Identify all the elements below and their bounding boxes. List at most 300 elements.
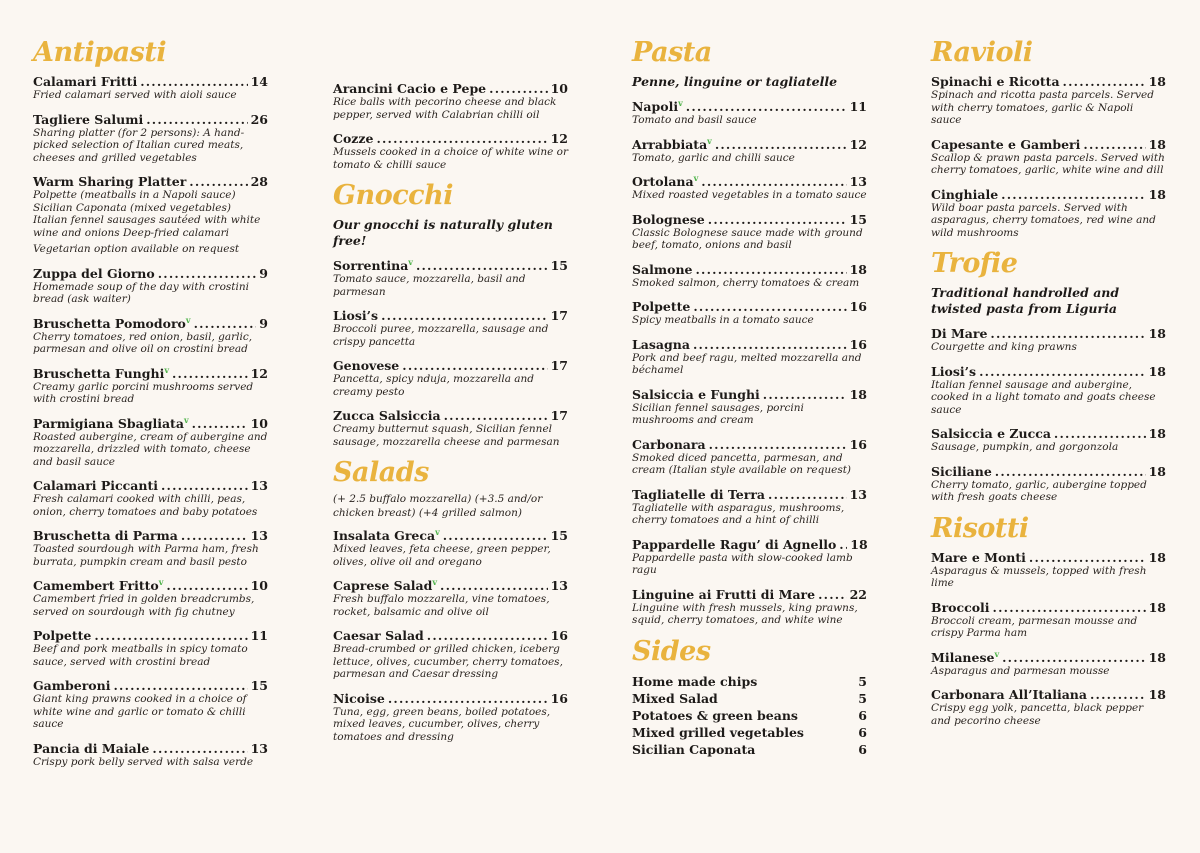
menu-item-name-text: Tagliatelle di Terra	[632, 486, 766, 502]
menu-item-description: Broccoli cream, parmesan mousse and crispy Parma ham	[931, 614, 1138, 639]
menu-item	[632, 137, 867, 165]
menu-item-name	[632, 537, 836, 552]
menu-item-line	[931, 364, 1166, 379]
vegetarian-icon: v	[435, 526, 440, 537]
menu-item-name-text: Genovese	[333, 358, 400, 373]
menu-item-description: Tomato sauce, mozzarella, basil and parmesan	[333, 273, 526, 298]
leader-dots	[166, 578, 247, 593]
menu-item-description: Wild boar pasta parcels. Served with asparagus, cherry tomatoes, red wine and wild mushrooms	[931, 201, 1156, 239]
menu-item-description: Smoked salmon, cherry tomatoes & cream	[632, 276, 860, 289]
menu-item-description: Fresh buffalo mozzarella, vine tomatoes, rocket, balsamic and olive oil	[333, 593, 550, 618]
menu-item	[33, 528, 268, 568]
menu-item-name-text: Liosi’s	[333, 308, 379, 323]
side-item	[632, 690, 867, 707]
leader-dots	[768, 487, 847, 502]
menu-item-price: 13	[849, 174, 867, 189]
menu-item-price: 16	[849, 336, 867, 352]
salads-note: (+ 2.5 buffalo mozzarella) (+3.5 and/or chicken breast) (+4 grilled salmon)	[333, 493, 543, 519]
menu-item-price: 18	[1148, 463, 1166, 479]
menu-item	[33, 478, 268, 518]
menu-item-name	[333, 81, 486, 96]
menu-item-price: 15	[550, 258, 568, 273]
menu-item-description: Pancetta, spicy nduja, mozzarella and creamy pesto	[333, 373, 535, 398]
menu-item-name	[33, 266, 155, 281]
leader-dots	[416, 258, 548, 273]
antipasti-continued-list	[333, 81, 568, 171]
leader-dots	[695, 262, 846, 277]
leader-dots	[701, 174, 846, 189]
menu-item-line	[33, 528, 268, 543]
menu-item-line	[931, 550, 1166, 565]
menu-item-name-text: Zuppa del Giorno	[33, 265, 155, 281]
menu-item-name-text: Liosi’s	[931, 363, 977, 379]
menu-item-line	[33, 366, 268, 381]
menu-item-price: 15	[250, 678, 268, 693]
menu-item-name-text: Siciliane	[931, 463, 992, 479]
menu-item-description: Sicilian fennel sausages, porcini mushrooms and cream	[632, 401, 804, 426]
menu-item-line	[333, 408, 568, 423]
menu-item-name-text: Polpette	[33, 628, 92, 643]
gnocchi-list	[333, 258, 568, 448]
pasta-title: Pasta	[632, 37, 712, 68]
vegetarian-icon: v	[707, 135, 712, 146]
vegetarian-icon: v	[994, 648, 1000, 659]
menu-item-line	[33, 478, 268, 493]
menu-item	[931, 650, 1166, 678]
menu-item-line	[33, 416, 268, 431]
menu-item-price: 10	[250, 578, 268, 593]
menu-item-name	[33, 74, 137, 89]
menu-item-description: Asparagus & mussels, topped with fresh lime	[931, 564, 1147, 589]
menu-item-line	[632, 262, 867, 277]
menu-item-line	[632, 137, 867, 152]
menu-item-name	[931, 464, 992, 479]
menu-item-name	[33, 174, 186, 189]
menu-item-price: 16	[550, 690, 568, 706]
menu-item-name	[632, 174, 698, 189]
menu-item-name	[333, 691, 385, 706]
menu-item-name	[632, 137, 712, 152]
menu-item-name-text: Capesante e Gamberi	[931, 136, 1081, 152]
menu-item-name	[33, 628, 91, 643]
menu-item-line	[333, 131, 568, 146]
leader-dots	[709, 437, 847, 452]
menu-item-description: Sharing platter (for 2 persons): A hand-picked selection of Italian cured meats, cheeses and grilled vegetables	[33, 126, 245, 164]
menu-item-description: Mussels cooked in a choice of white wine or tomato & chilli sauce	[333, 146, 568, 171]
menu-item-name-text: Pappardelle Ragu’ di Agnello	[632, 536, 837, 552]
menu-item-name	[931, 137, 1080, 152]
leader-dots	[693, 337, 847, 352]
menu-item	[333, 528, 568, 568]
menu-item-price: 16	[550, 628, 568, 643]
menu-item-price: 15	[849, 211, 867, 227]
leader-dots	[979, 364, 1146, 379]
menu-item-name	[333, 578, 437, 593]
menu-item-line	[632, 487, 867, 502]
menu-item	[632, 487, 867, 527]
menu-item-price: 11	[250, 628, 268, 643]
menu-item-line	[632, 299, 867, 314]
menu-item-description: Sausage, pumpkin, and gorgonzola	[931, 441, 1119, 453]
menu-item-name-text: Napoli	[632, 99, 679, 114]
menu-item	[333, 358, 568, 398]
menu-item-name	[931, 326, 987, 341]
menu-item	[333, 81, 568, 121]
menu-item-line	[632, 212, 867, 227]
menu-item	[931, 550, 1166, 590]
menu-item	[33, 316, 268, 356]
side-item-name: Mixed Salad	[632, 690, 718, 706]
column-1	[33, 38, 268, 778]
leader-dots	[1090, 687, 1146, 702]
menu-item-description: Crispy pork belly served with salsa verde	[33, 755, 254, 768]
leader-dots	[1001, 187, 1145, 202]
menu-item-description: Tomato and basil sauce	[632, 114, 757, 126]
menu-item-description: Tomato, garlic and chilli sauce	[632, 151, 795, 164]
leader-dots	[715, 137, 847, 152]
menu-item-line	[33, 74, 268, 89]
menu-item-price: 12	[849, 136, 867, 152]
menu-item-line	[33, 174, 268, 189]
column-3	[632, 38, 867, 758]
menu-item	[632, 299, 867, 327]
menu-item	[33, 174, 268, 256]
trofie-list	[931, 326, 1166, 504]
menu-item-price: 18	[1148, 136, 1166, 152]
menu-item-name	[931, 74, 1060, 89]
menu-item-price: 12	[250, 365, 268, 381]
menu-item-price: 18	[850, 536, 868, 552]
menu-item-description: Asparagus and parmesan mousse	[931, 664, 1110, 677]
menu-item-name	[333, 528, 440, 543]
vegetarian-icon: v	[408, 256, 413, 267]
menu-item-line	[33, 678, 268, 693]
ravioli-list	[931, 74, 1166, 239]
vegetarian-icon: v	[678, 97, 683, 108]
menu-item-name-text: Calamari Piccanti	[33, 478, 158, 493]
side-item-price: 5	[858, 690, 867, 706]
menu-item-price: 18	[1148, 363, 1166, 379]
menu-item-line	[632, 437, 867, 452]
menu-item-price: 22	[849, 586, 867, 602]
menu-item	[632, 537, 867, 577]
menu-item-name	[33, 366, 169, 381]
menu-item-name-text: Nicoise	[333, 690, 385, 706]
menu-item	[931, 187, 1166, 240]
leader-dots	[1054, 426, 1146, 441]
menu-item-name	[33, 678, 110, 693]
sides-title: Sides	[632, 635, 711, 667]
menu-item-price: 10	[550, 81, 568, 96]
menu-item-price: 28	[250, 174, 268, 189]
menu-item-price: 12	[550, 131, 568, 146]
menu-item-name	[33, 416, 189, 431]
leader-dots	[995, 464, 1146, 479]
side-item-price: 6	[858, 707, 867, 723]
menu-item	[931, 464, 1166, 504]
menu-item	[333, 258, 568, 298]
menu-item-description: Courgette and king prawns	[931, 341, 1077, 353]
menu-item-line	[931, 187, 1166, 202]
leader-dots	[1063, 74, 1146, 89]
leader-dots	[158, 266, 257, 281]
menu-item-price: 13	[849, 486, 867, 502]
menu-item-description: Bread-crumbed or grilled chicken, iceberg lettuce, olives, cucumber, cherry tomatoes, parmesan and Caesar dressing	[333, 643, 563, 680]
leader-dots	[194, 316, 257, 331]
menu-item-line	[333, 628, 568, 643]
menu-item-name	[931, 600, 990, 615]
menu-item-line	[333, 691, 568, 706]
leader-dots	[839, 537, 847, 552]
menu-item-name-text: Calamari Fritti	[33, 74, 138, 89]
menu-item-name-text: Insalata Greca	[333, 528, 436, 543]
trofie-subtitle: Traditional handrolled and twisted pasta from Liguria	[931, 285, 1120, 316]
menu-item-line	[931, 650, 1166, 665]
menu-item-description: Broccoli puree, mozzarella, sausage and crispy pancetta	[333, 323, 549, 348]
menu-item-name-text: Carbonara	[632, 436, 706, 452]
menu-item-line	[931, 464, 1166, 479]
menu-item	[333, 691, 568, 744]
menu-item-name-text: Salmone	[632, 261, 693, 277]
trofie-title: Trofie	[931, 248, 1018, 279]
side-item-name: Sicilian Caponata	[632, 741, 756, 757]
menu-item-price: 9	[259, 315, 268, 331]
menu-item-name-text: Zucca Salsiccia	[333, 408, 441, 423]
side-item-price: 5	[858, 673, 867, 689]
menu-item-line	[33, 316, 268, 331]
side-item-name: Potatoes & green beans	[632, 707, 798, 723]
menu-item-name-text: Di Mare	[931, 326, 988, 341]
menu-item-line	[931, 687, 1166, 702]
menu-item-description: Mixed leaves, feta cheese, green pepper, olives, olive oil and oregano	[333, 543, 551, 568]
menu-item-line	[931, 137, 1166, 152]
vegetarian-icon: v	[183, 414, 189, 425]
menu-item-price: 18	[1148, 599, 1166, 615]
side-item-name: Home made chips	[632, 673, 758, 689]
menu-item	[33, 741, 268, 769]
menu-item-name	[931, 187, 998, 202]
menu-item-name	[931, 550, 1026, 565]
leader-dots	[1083, 137, 1145, 152]
menu-item	[931, 364, 1166, 417]
menu-item-name-text: Linguine ai Frutti di Mare	[632, 586, 816, 602]
menu-item-line	[333, 308, 568, 323]
vegetarian-icon: v	[185, 314, 191, 325]
menu-item-price: 15	[550, 528, 568, 543]
menu-item-price: 13	[250, 478, 268, 493]
menu-item	[333, 408, 568, 448]
menu-item-description: Creamy garlic porcini mushrooms served with crostini bread	[33, 380, 254, 405]
menu-item-description: Italian fennel sausage and aubergine, cooked in a light tomato and goats cheese sauce	[931, 378, 1156, 416]
menu-item-note: Vegetarian option available on request	[33, 243, 240, 255]
menu-item-name-text: Camembert Fritto	[33, 578, 159, 593]
menu-item-name-text: Gamberoni	[33, 678, 111, 693]
menu-item-description: Creamy butternut squash, Sicilian fennel sausage, mozzarella cheese and parmesan	[333, 423, 560, 448]
menu-item-name-text: Sorrentina	[333, 258, 409, 273]
menu-item-name	[333, 628, 424, 643]
menu-item	[632, 99, 867, 127]
menu-item-line	[632, 537, 867, 552]
menu-item-description: Pork and beef ragu, melted mozzarella and béchamel	[632, 351, 862, 376]
gnocchi-subtitle: Our gnocchi is naturally gluten free!	[333, 217, 553, 248]
menu-item-line	[632, 587, 867, 602]
menu-item	[33, 366, 268, 406]
menu-item	[632, 587, 867, 627]
menu-item-line	[333, 528, 568, 543]
menu-item-price: 14	[250, 74, 268, 89]
menu-item	[632, 337, 867, 377]
menu-item-name-text: Salsiccia e Funghi	[632, 386, 760, 402]
menu-item-name	[333, 408, 441, 423]
leader-dots	[161, 478, 248, 493]
salads-list	[333, 528, 568, 743]
menu-item-description: Roasted aubergine, cream of aubergine and mozzarella, drizzled with tomato, cheese and basil sauce	[33, 430, 268, 468]
menu-item-line	[632, 174, 867, 189]
menu-item	[632, 212, 867, 252]
menu-item-price: 16	[849, 436, 867, 452]
leader-dots	[172, 366, 248, 381]
menu-item-description: Toasted sourdough with Parma ham, fresh burrata, pumpkin cream and basil pesto	[33, 543, 259, 568]
menu-item-name	[632, 437, 706, 452]
menu-item-name-text: Carbonara All’Italiana	[931, 687, 1087, 702]
risotti-list	[931, 550, 1166, 728]
menu-item-name-text: Ortolana	[632, 174, 694, 189]
leader-dots	[381, 308, 548, 323]
antipasti-list	[33, 74, 268, 768]
menu-item-name	[632, 262, 692, 277]
menu-item-name	[931, 364, 976, 379]
risotti-title: Risotti	[931, 512, 1029, 544]
menu-item-name	[333, 258, 413, 273]
leader-dots	[402, 358, 547, 373]
menu-item	[33, 578, 268, 618]
column-4	[931, 38, 1166, 737]
ravioli-title: Ravioli	[931, 37, 1033, 68]
sides-list	[632, 673, 867, 758]
menu-item-price: 16	[849, 299, 867, 314]
menu-item-price: 9	[259, 265, 268, 281]
menu-item-price: 18	[1148, 74, 1166, 89]
leader-dots	[192, 416, 248, 431]
menu-item	[931, 687, 1166, 727]
menu-item-name-text: Spinachi e Ricotta	[931, 74, 1060, 89]
menu-item	[931, 600, 1166, 640]
menu-item-name	[632, 487, 765, 502]
pasta-subtitle: Penne, linguine or tagliatelle	[632, 74, 838, 89]
leader-dots	[388, 691, 548, 706]
menu-item-name-text: Broccoli	[931, 599, 990, 615]
side-item-price: 6	[858, 724, 867, 740]
menu-item-name	[632, 299, 690, 314]
menu-item-line	[931, 426, 1166, 441]
menu-item-description: Beef and pork meatballs in spicy tomato sauce, served with crostini bread	[33, 643, 248, 668]
menu-item-name	[632, 99, 683, 114]
menu-item-price: 18	[1148, 549, 1166, 565]
menu-item	[33, 678, 268, 731]
menu-item-description: Classic Bolognese sauce made with ground beef, tomato, onions and basil	[632, 226, 863, 251]
pasta-list	[632, 99, 867, 627]
leader-dots	[427, 628, 548, 643]
leader-dots	[489, 81, 547, 96]
menu-item-name	[931, 687, 1087, 702]
menu-item	[632, 262, 867, 290]
menu-item-name	[632, 387, 760, 402]
menu-item-price: 10	[250, 415, 268, 431]
menu-item-name-text: Arancini Cacio e Pepe	[333, 81, 487, 96]
menu-item-price: 13	[250, 740, 268, 756]
menu-item-name-text: Lasagna	[632, 336, 690, 352]
leader-dots	[686, 99, 847, 114]
menu-item-line	[333, 578, 568, 593]
menu-item-name	[33, 578, 163, 593]
menu-item-line	[33, 628, 268, 643]
menu-item-name	[33, 316, 191, 331]
menu-item-name	[931, 650, 999, 665]
leader-dots	[1029, 550, 1146, 565]
menu-item-line	[632, 99, 867, 114]
menu-item-name-text: Tagliere Salumi	[33, 111, 144, 127]
menu-item-price: 13	[550, 578, 568, 593]
menu-item-name	[333, 131, 373, 146]
menu-item-name-text: Bolognese	[632, 211, 705, 227]
leader-dots	[152, 741, 247, 756]
menu-item-description: Linguine with fresh mussels, king prawns, squid, cherry tomatoes, and white wine	[632, 601, 858, 626]
menu-item-price: 18	[849, 386, 867, 402]
side-item-price: 6	[858, 741, 867, 757]
menu-item	[931, 426, 1166, 454]
menu-item-price: 18	[1148, 649, 1166, 665]
menu-item-name	[33, 528, 178, 543]
menu-item-price: 18	[1148, 186, 1166, 202]
menu-item-name	[33, 112, 143, 127]
menu-item	[33, 74, 268, 102]
menu-item-line	[931, 600, 1166, 615]
menu-item-name-text: Arrabbiata	[632, 136, 708, 152]
menu-item-name	[333, 308, 378, 323]
menu-item-name	[333, 358, 399, 373]
menu-item	[632, 387, 867, 427]
leader-dots	[444, 408, 548, 423]
menu-item-name	[632, 587, 815, 602]
menu-item-line	[931, 326, 1166, 341]
leader-dots	[146, 112, 247, 127]
menu-item-price: 18	[1148, 426, 1166, 441]
menu-item-name-text: Caprese Salad	[333, 578, 433, 593]
side-item	[632, 741, 867, 758]
leader-dots	[94, 628, 247, 643]
menu-item-name-text: Caesar Salad	[333, 628, 424, 643]
menu-item-price: 17	[550, 408, 568, 423]
menu-item-name	[33, 741, 149, 756]
leader-dots	[140, 74, 247, 89]
leader-dots	[708, 212, 847, 227]
menu-item-description: Homemade soup of the day with crostini bread (ask waiter)	[33, 280, 249, 305]
menu-item-description: Scallop & prawn pasta parcels. Served with cherry tomatoes, garlic, white wine and dill	[931, 151, 1165, 176]
menu-item-line	[333, 258, 568, 273]
leader-dots	[693, 299, 846, 314]
menu-item	[333, 578, 568, 618]
menu-item-name	[632, 337, 690, 352]
menu-item-price: 18	[849, 261, 867, 277]
menu-item-name-text: Bruschetta Funghi	[33, 365, 165, 381]
menu-item-price: 17	[550, 308, 568, 323]
menu-item-line	[33, 578, 268, 593]
menu-item-line	[33, 741, 268, 756]
menu-item-description: Tagliatelle with asparagus, mushrooms, cherry tomatoes and a hint of chilli	[632, 501, 845, 526]
vegetarian-icon: v	[164, 364, 169, 375]
menu-item-name-text: Bruschetta Pomodoro	[33, 315, 186, 331]
menu-item-description: Tuna, egg, green beans, boiled potatoes, mixed leaves, cucumber, olives, cherry tomatoes and dressing	[333, 705, 551, 743]
